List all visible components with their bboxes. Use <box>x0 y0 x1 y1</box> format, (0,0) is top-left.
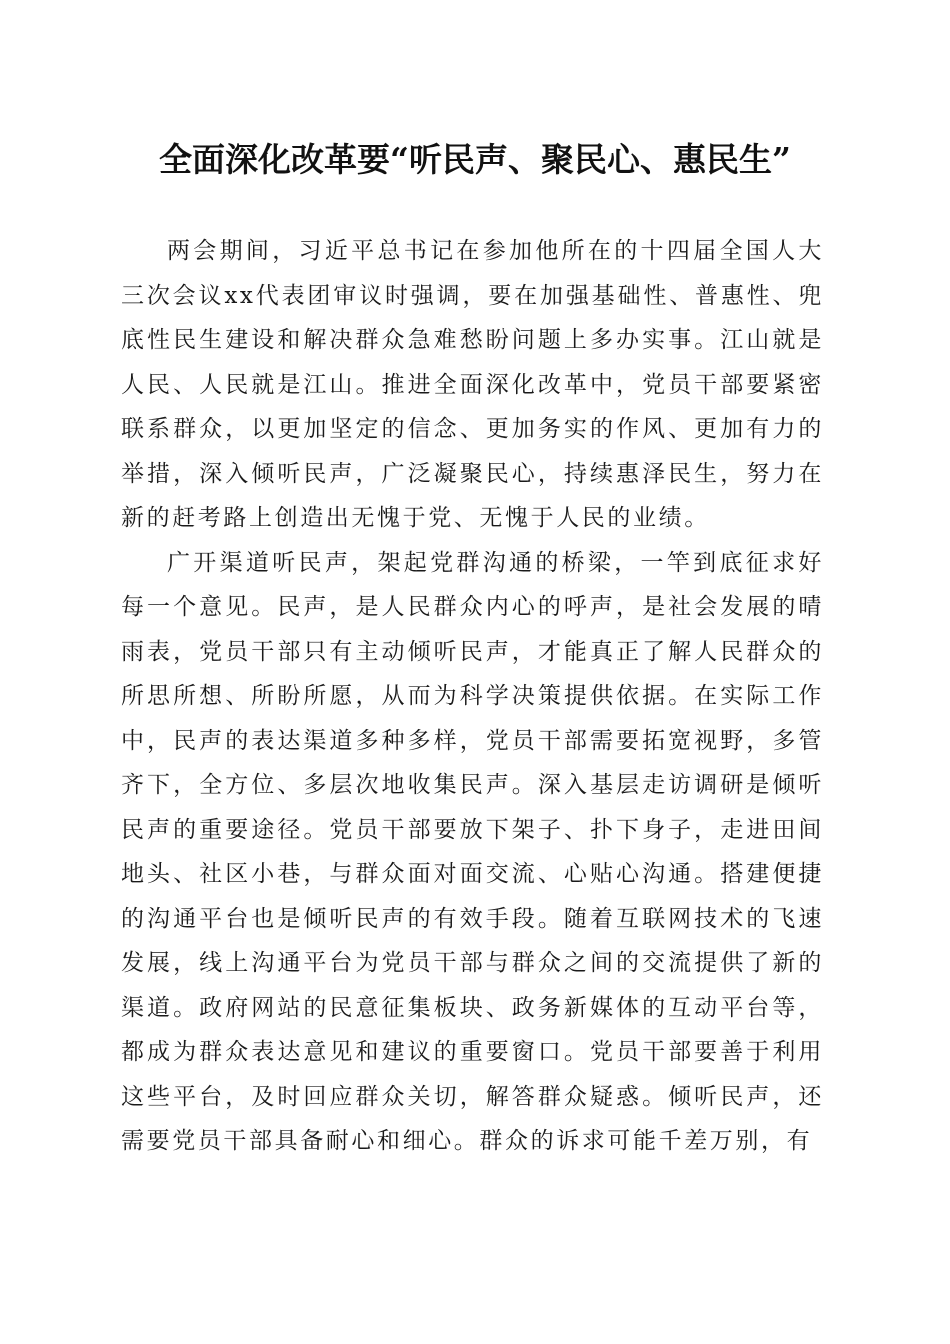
document-body <box>121 229 824 1164</box>
document-title: 全面深化改革要“听民声、聚民心、惠民生” <box>159 140 791 179</box>
paragraph-2: 广开渠道听民声，架起党群沟通的桥梁，一竿到底征求好每一个意见。民声，是人民群众内心的呼声，是社会发展的晴雨表，党员干部只有主动倾听民声，才能真正了解人民群众的所思所想、所盼所愿，从而为科学决策提供依据。在实际工作中，民声的表达渠道多种多样，党员干部需要拓宽视野，多管齐下，全方位、多层次地收集民声。深入基层走访调研是倾听民声的重要途径。党员干部要放下架子、扑下身子，走进田间地头、社区小巷，与群众面对面交流、心贴心沟通。搭建便捷的沟通平台也是倾听民声的有效手段。随着互联网技术的飞速发展，线上沟通平台为党员干部与群众之间的交流提供了新的渠道。政府网站的民意征集板块、政务新媒体的互动平台等，都成为群众表达意见和建议的重要窗口。党员干部要善于利用这些平台，及时回应群众关切，解答群众疑惑。倾听民声，还需要党员干部具备耐心和细心。群众的诉求可能千差万别，有 <box>121 549 824 1154</box>
paragraph-1: 两会期间，习近平总书记在参加他所在的十四届全国人大三次会议xx代表团审议时强调，要在加强基础性、普惠性、兜底性民生建设和解决群众急难愁盼问题上多办实事。江山就是人民、人民就是江山。推进全面深化改革中，党员干部要紧密联系群众，以更加坚定的信念、更加务实的作风、更加有力的举措，深入倾听民声，广泛凝聚民心，持续惠泽民生，努力在新的赶考路上创造出无愧于党、无愧于人民的业绩。 <box>121 238 824 531</box>
